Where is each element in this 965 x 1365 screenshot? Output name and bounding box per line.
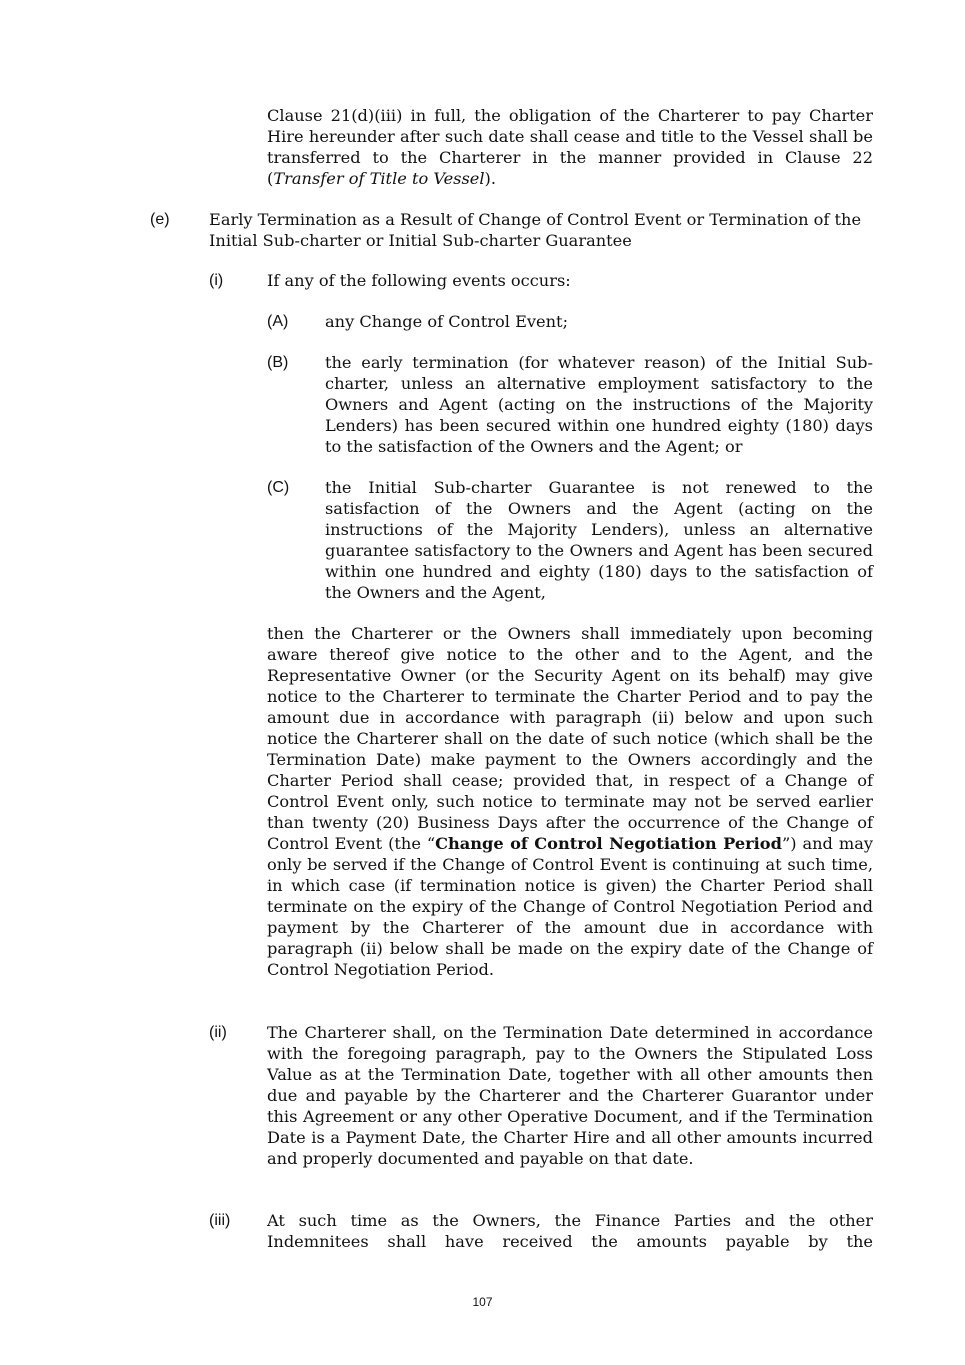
then-paragraph bbox=[267, 623, 873, 980]
item-iii-label: (iii) bbox=[209, 1212, 231, 1229]
item-ii-text: The Charterer shall, on the Termination Date determined in accordance with the foregoing paragraph, pay to the Owners the Stipulated Loss Value as at the Termination Date, together with all other amounts then due and payable by the Charterer and the Charterer Guarantor under this Agreement or any other Operative Document, and if the Termination Date is a Payment Date, the Charter Hire and all other amounts incurred and properly documented and payable on that date. bbox=[267, 1023, 873, 1168]
item-i-text: If any of the following events occurs: bbox=[267, 271, 571, 290]
item-i-label: (i) bbox=[209, 272, 224, 289]
page-number: 107 bbox=[472, 1295, 493, 1309]
sub-b-text: the early termination (for whatever reason) of the Initial Sub-charter, unless an alternative employment satisfactory to the Owners and Agent (acting on the instructions of the Majority Lenders) has been secured within one hundred eighty (180) days to the satisfaction of the Owners and the Agent; or bbox=[325, 353, 873, 456]
section-e-label: (e) bbox=[150, 211, 170, 228]
defined-term: Change of Control Negotiation Period bbox=[435, 834, 782, 853]
clause-reference-title: Transfer of Title to Vessel bbox=[273, 169, 485, 188]
then-paragraph-text: then the Charterer or the Owners shall immediately upon becoming aware thereof give notice to the other and to the Agent, and the Representative Owner (or the Security Agent on its behalf) may give notice to the Charterer to terminate the Charter Period and to pay the amount due in accordance with paragraph (ii) below and upon such notice the Charterer shall on the date of such notice (which shall be the Termination Date) make payment to the Owners accordingly and the Charter Period shall cease; provided that, in respect of a Change of Control Event only, such notice to terminate may not be served earlier than twenty (20) Business Days after the occurrence of the Change of Control Event (the “ bbox=[267, 624, 873, 853]
sub-a-text: any Change of Control Event; bbox=[325, 312, 569, 331]
item-ii-label: (ii) bbox=[209, 1024, 227, 1041]
sub-a-label: (A) bbox=[267, 313, 289, 330]
sub-b-label: (B) bbox=[267, 354, 289, 371]
clause-continuation-paragraph bbox=[267, 105, 873, 189]
section-e-heading: Early Termination as a Result of Change of Control Event or Termination of the Initial Sub-charter or Initial Sub-charter Guarantee bbox=[209, 210, 862, 250]
sub-c-label: (C) bbox=[267, 479, 290, 496]
sub-c-text: the Initial Sub-charter Guarantee is not renewed to the satisfaction of the Owners and the Agent (acting on the instructions of the Majority Lenders), unless an alternative guarantee satisfactory to the Owners and Agent has been secured within one hundred and eighty (180) days to the satisfaction of the Owners and the Agent, bbox=[325, 478, 873, 602]
item-iii-text: At such time as the Owners, the Finance Parties and the other Indemnitees shall have received the amounts payable by the bbox=[267, 1211, 873, 1251]
then-paragraph-continuation: ”) and may only be served if the Change of Control Event is continuing at such time, in which case (if termination notice is given) the Charter Period shall terminate on the expiry of the Change of Control Negotiation Period and payment by the Charterer of the amount due in accordance with paragraph (ii) below shall be made on the expiry date of the Change of Control Negotiation Period. bbox=[267, 834, 874, 979]
clause-continuation-end: ). bbox=[484, 169, 496, 188]
clause-continuation-text: Clause 21(d)(iii) in full, the obligation of the Charterer to pay Charter Hire hereunder after such date shall cease and title to the Vessel shall be transferred to the Charterer in the manner provided in Clause 22 ( bbox=[267, 106, 873, 188]
